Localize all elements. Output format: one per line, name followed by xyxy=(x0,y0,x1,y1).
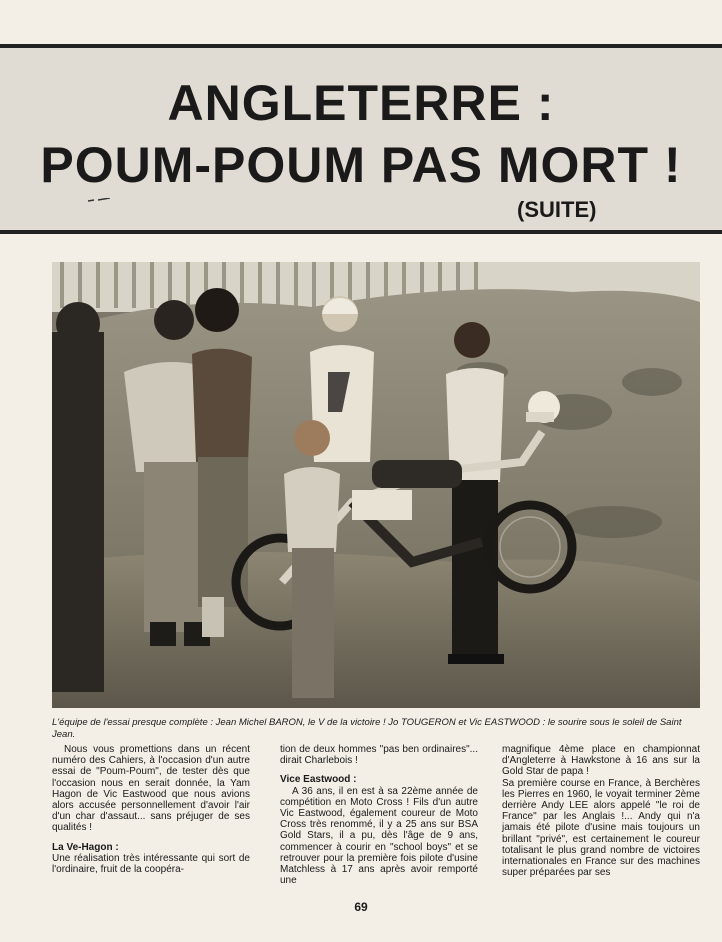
paragraph: Nous vous promettions dans un récent numéro des Cahiers, à l'occasion d'un autre essai de "Poum-Poum", de tester dès que l'occasion nous en serait donnée, la Yam Hagon de Vic Eastwood que nous avions alors accusée personnellement d'avoir l'air d'un char d'assaut... sans préjuger de ses qualités ! xyxy=(52,744,250,834)
ink-mark xyxy=(88,198,110,202)
paragraph: Une réalisation très intéressante qui sort de l'ordinaire, fruit de la coopéra- xyxy=(52,852,250,876)
paragraph: A 36 ans, il en est à sa 22ème année de compétition en Moto Cross ! Fils d'un autre Vic Eastwood, également coureur de Moto Cross très renommé, il y a 25 ans sur BSA Gold Stars, il a pu, dès l'âge de 9 ans, commencer à courir en "school boys" et se retrouver pour la première fois pilote d'usine Matchless à 17 ans après avoir remporté une xyxy=(280,785,478,887)
title-line-1: ANGLETERRE : xyxy=(167,75,555,131)
article-column-2 xyxy=(280,744,478,886)
article-column-3 xyxy=(502,744,700,878)
title-line-2: POUM-POUM PAS MORT ! xyxy=(40,137,682,193)
page-number: 69 xyxy=(354,900,368,914)
article-column-1 xyxy=(52,744,250,875)
paragraph: magnifique 4ème place en championnat d'Angleterre à Hawkstone à 16 ans sur la Gold Star de papa ! xyxy=(502,744,700,778)
section-heading: La Ve-Hagon : xyxy=(52,841,119,853)
motocross-team-photo xyxy=(52,262,700,708)
photo-caption: L'équipe de l'essai presque complète : Jean Michel BARON, le V de la victoire ! Jo TOUGERON et Vic EASTWOOD : le sourire sous le soleil de Saint Jean. xyxy=(52,717,682,740)
subtitle: (SUITE) xyxy=(517,197,597,222)
photo-illustration xyxy=(52,262,700,708)
section-heading: Vice Eastwood : xyxy=(280,774,357,786)
paragraph: tion de deux hommes "pas ben ordinaires"... dirait Charlebois ! xyxy=(280,744,478,767)
paragraph: Sa première course en France, à Berchères les Pierres en 1960, le voyait terminer 2ème derrière Andy LEE alors appelé "le roi de France" par les Anglais !... Andy qui n'a jamais été pilote d'usine mais toujours un brillant "privé", est certainement le coureur totalisant le plus grand nombre de victoires internationales en France sur des machines super préparées par ses xyxy=(502,777,700,879)
